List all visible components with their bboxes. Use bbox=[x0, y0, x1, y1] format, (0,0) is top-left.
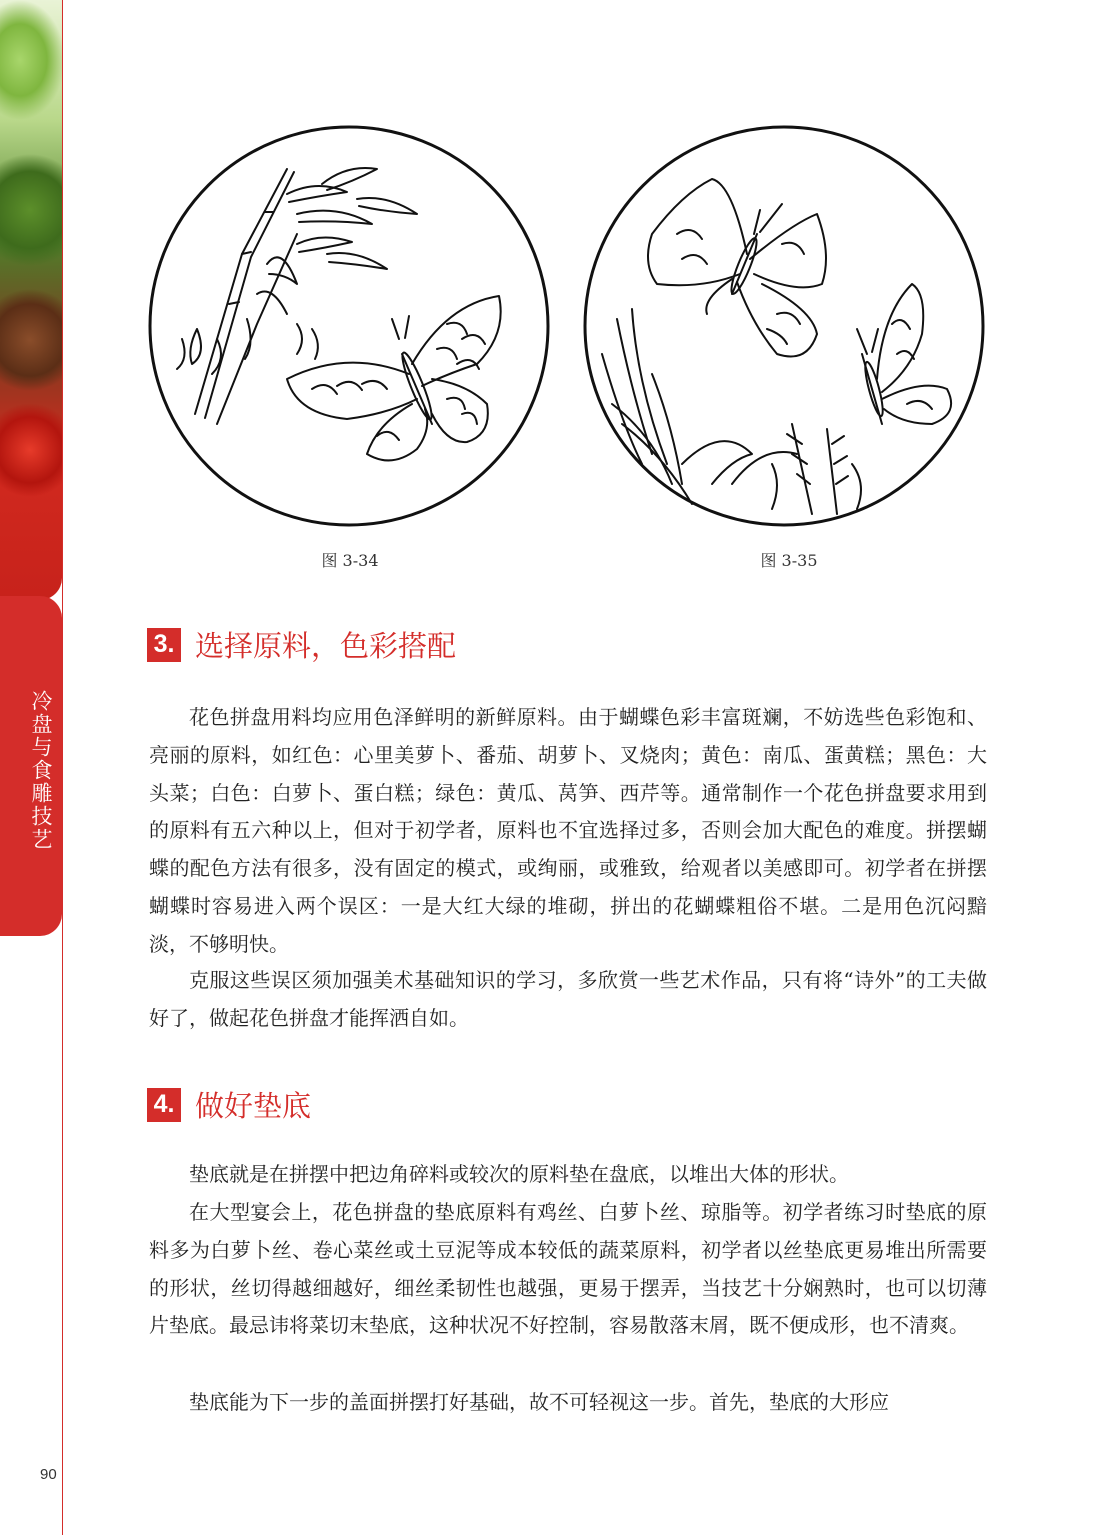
figure-caption-3-34: 图 3-34 bbox=[321, 551, 379, 570]
vegetable-photo-strip bbox=[0, 0, 62, 600]
section-number-badge: 4. bbox=[147, 1088, 181, 1122]
figure-bamboo-butterfly bbox=[147, 124, 551, 528]
paragraph: 花色拼盘用料均应用色泽鲜明的新鲜原料。由于蝴蝶色彩丰富斑斓，不妨选些色彩饱和、亮丽的原料，如红色：心里美萝卜、番茄、胡萝卜、叉烧肉；黄色：南瓜、蛋黄糕；黑色：大头菜；白色：白萝卜、蛋白糕；绿色：黄瓜、莴笋、西芹等。通常制作一个花色拼盘要求用到的原料有五六种以上，但对于初学者，原料也不宜选择过多，否则会加大配色的难度。拼摆蝴蝶的配色方法有很多，没有固定的模式，或绚丽，或雅致，给观者以美感即可。初学者在拼摆蝴蝶时容易进入两个误区：一是大红大绿的堆砌，拼出的花蝴蝶粗俗不堪。二是用色沉闷黯淡，不够明快。 bbox=[149, 705, 987, 956]
section-title: 选择原料，色彩搭配 bbox=[195, 629, 457, 663]
paragraph: 在大型宴会上，花色拼盘的垫底原料有鸡丝、白萝卜丝、琼脂等。初学者练习时垫底的原料多为白萝卜丝、卷心菜丝或土豆泥等成本较低的蔬菜原料，初学者以丝垫底更易堆出所需要的形状，丝切得越细越好，细丝柔韧性也越强，更易于摆弄，当技艺十分娴熟时，也可以切薄片垫底。最忌讳将菜切末垫底，这种状况不好控制，容易散落末屑，既不便成形，也不清爽。 bbox=[149, 1200, 987, 1338]
page-number: 90 bbox=[40, 1466, 57, 1483]
section-heading-4 bbox=[147, 1084, 311, 1125]
butterflies-grass-drawing bbox=[582, 124, 986, 528]
section-heading-3 bbox=[147, 624, 456, 665]
section-title: 做好垫底 bbox=[195, 1089, 312, 1123]
paragraph: 克服这些误区须加强美术基础知识的学习，多欣赏一些艺术作品，只有将“诗外”的工夫做好了，做起花色拼盘才能挥洒自如。 bbox=[149, 968, 987, 1030]
margin-rule bbox=[62, 0, 63, 1535]
section-number-badge: 3. bbox=[147, 628, 181, 662]
paragraph: 垫底能为下一步的盖面拼摆打好基础，故不可轻视这一步。首先，垫底的大形应 bbox=[189, 1390, 889, 1414]
chapter-label: 冷盘与食雕技艺 bbox=[29, 690, 53, 851]
figure-caption-3-35: 图 3-35 bbox=[760, 551, 818, 570]
figure-two-butterflies bbox=[582, 124, 986, 528]
paragraph: 垫底就是在拼摆中把边角碎料或较次的原料垫在盘底，以堆出大体的形状。 bbox=[189, 1162, 849, 1186]
bamboo-butterfly-drawing bbox=[147, 124, 551, 528]
